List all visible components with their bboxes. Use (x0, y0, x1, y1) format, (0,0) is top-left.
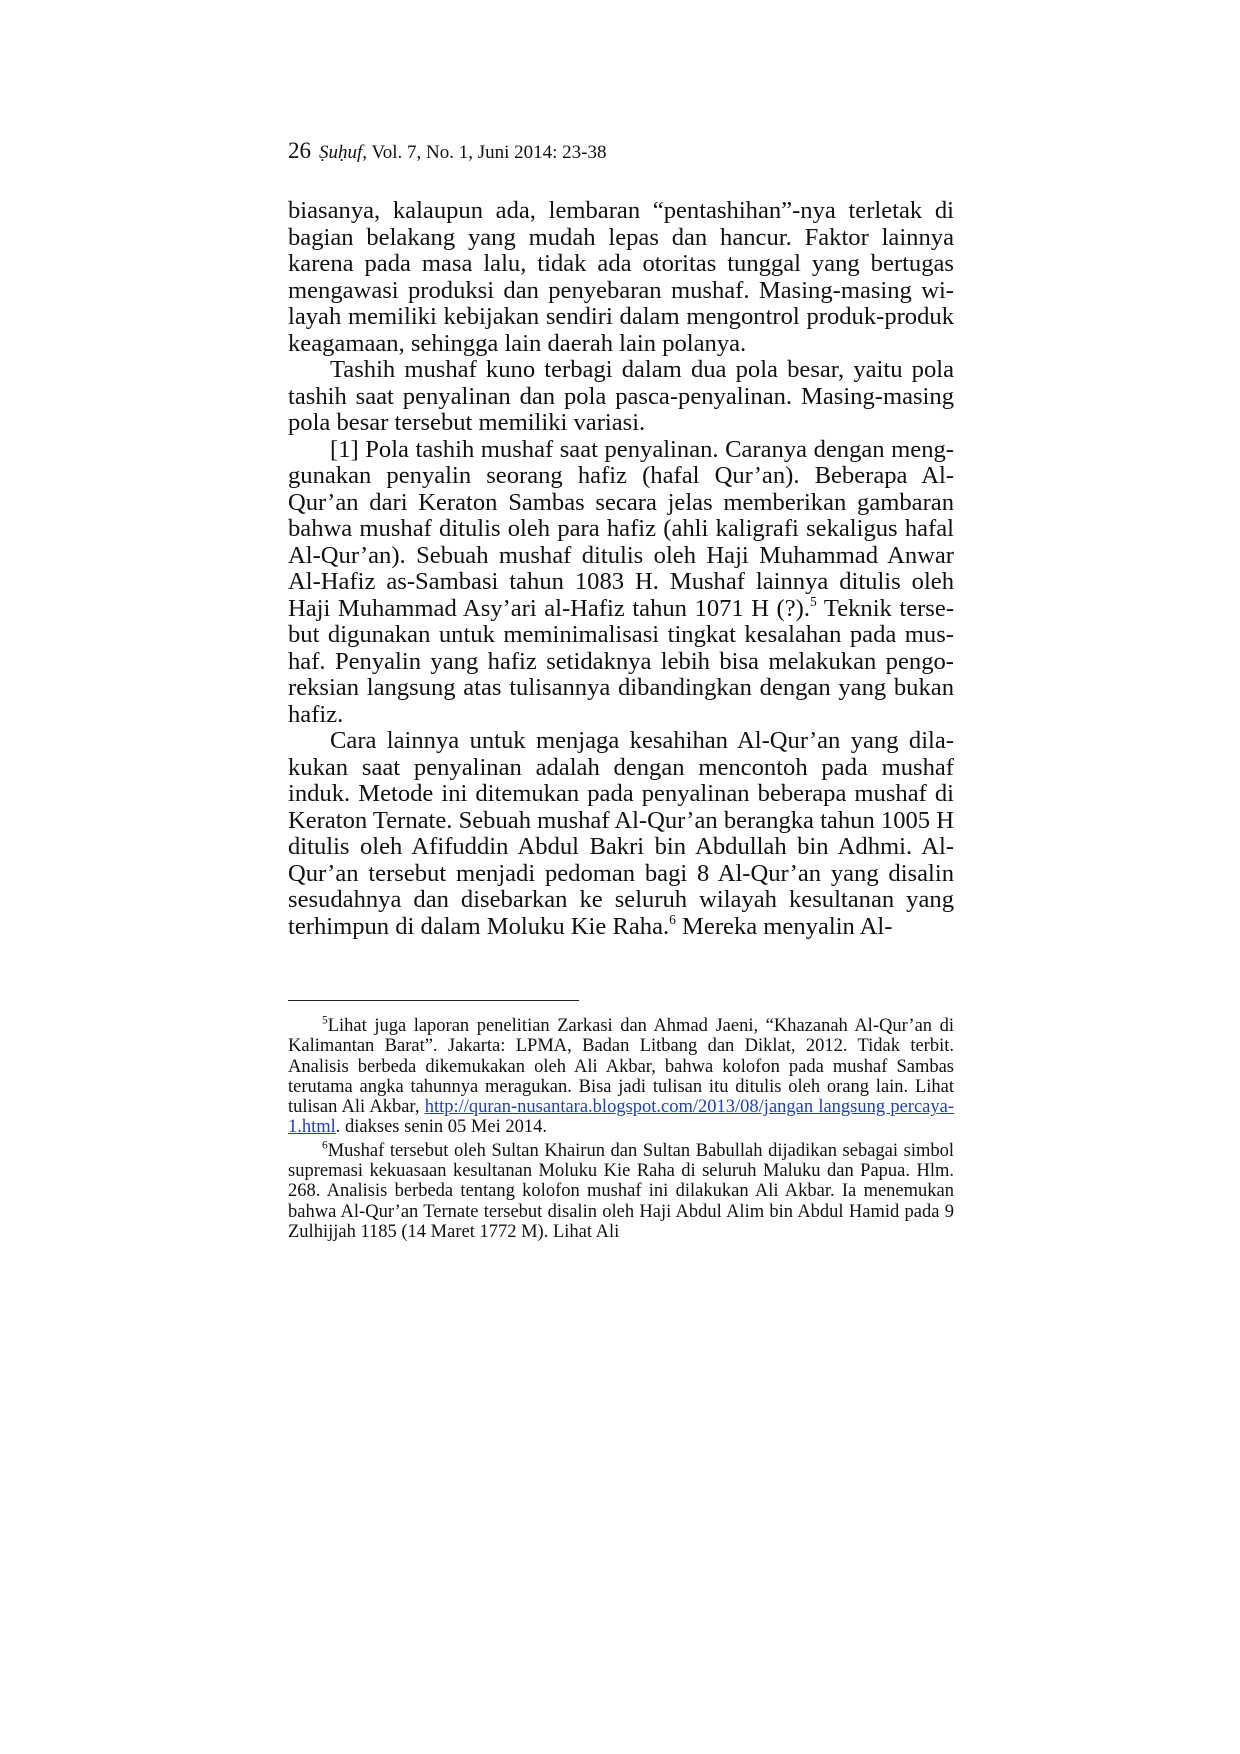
body-text (288, 198, 954, 940)
page-number: 26 (288, 138, 311, 163)
footnote-ref-5[interactable]: 5 (810, 593, 817, 609)
paragraph-4-text-b: Mereka menyalin Al- (675, 912, 893, 940)
footnote-5 (288, 1016, 954, 1138)
footnote-6-number: 6 (322, 1139, 328, 1152)
footnote-5-number: 5 (322, 1014, 328, 1027)
footnote-6 (288, 1141, 954, 1242)
paragraph-2: Tashih mushaf kuno terbagi dalam dua pola besar, yaitu pola tashih saat penyalinan dan pola pasca-penyalinan. Masing-masing pola besar tersebut memiliki variasi. (288, 356, 954, 436)
footnote-6-text: Mushaf tersebut oleh Sultan Khairun dan Sultan Babullah dijadikan sebagai simbol supremasi kekuasaan kesultanan Moluku Kie Raha di seluruh Maluku dan Papua. Hlm. 268. Analisis berbeda tentang kolofon mushaf ini dilakukan Ali Akbar. Ia menemukan bahwa Al-Qur’an Ternate tersebut disalin oleh Haji Abdul Alim bin Abdul Hamid pada 9 Zulhijjah 1185 (14 Maret 1772 M). Lihat Ali (288, 1140, 954, 1242)
paragraph-4-text-a: Cara lainnya untuk menjaga kesahihan Al-Qur’an yang dilakukan saat penyalinan adalah dengan mencontoh pada mushaf induk. Metode ini ditemukan pada penyalinan beberapa mushaf di Keraton Ternate. Sebuah mushaf Al-Qur’an berangka tahun 1005 H ditulis oleh Afifuddin Abdul Bakri bin Abdullah bin Adhmi. Al-Qur’an tersebut menjadi pedoman bagi 8 Al-Qur’an yang disalin sesudahnya dan disebarkan ke seluruh wilayah kesultanan yang terhimpun di dalam Moluku Kie Raha. (288, 727, 954, 940)
footnote-separator (288, 1000, 579, 1001)
footnote-5-text: Lihat juga laporan penelitian Zarkasi dan Ahmad Jaeni, “Khazanah Al-Qur’an di Kalimantan Barat”. Jakarta: LPMA, Badan Litbang dan Diklat, 2012. Tidak terbit. Analisis berbeda dikemukakan oleh Ali Akbar, bahwa kolofon pada mushaf Sambas terutama angka tahunnya meragukan. Bisa jadi tulisan itu ditulis oleh orang lain. Lihat tulisan Ali Akbar, (288, 1016, 954, 1118)
journal-title: Ṣuḥuf (319, 142, 363, 163)
footnote-ref-6[interactable]: 6 (669, 911, 676, 927)
footnote-5-link[interactable]: http://quran-nusantara.blogspot.com/2013/08/jangan langsung percaya-1.html (288, 1097, 955, 1138)
journal-citation: , Vol. 7, No. 1, Juni 2014: 23-38 (362, 142, 607, 163)
paragraph-3 (288, 437, 954, 729)
footnote-5-tail: . diakses senin 05 Mei 2014. (335, 1117, 547, 1138)
paragraph-3-text-a: [1] Pola tashih mushaf saat penyalinan. Caranya dengan menggunakan penyalin seorang hafiz (hafal Qur’an). Beberapa Al-Qur’an dari Keraton Sambas secara jelas memberikan gambaran bahwa mushaf ditulis oleh para hafiz (ahli kaligrafi sekaligus hafal Al-Qur’an). Sebuah mushaf ditulis oleh Haji Muhammad Anwar Al-Hafiz as-Sambasi tahun 1083 H. Mushaf lainnya ditulis oleh Haji Muhammad Asy’ari al-Hafiz tahun 1071 H (?). (288, 435, 954, 622)
paragraph-1: biasanya, kalaupun ada, lembaran “pentashihan”-nya terletak di bagian belakang yang mudah lepas dan hancur. Faktor lainnya karena pada masa lalu, tidak ada otoritas tunggal yang bertugas mengawasi produksi dan penyebaran mushaf. Masing-masing wilayah memiliki kebijakan sendiri dalam mengontrol produk-produk keagamaan, sehingga lain daerah lain polanya. (288, 197, 954, 357)
footnotes (288, 1016, 954, 1242)
paragraph-4 (288, 728, 954, 940)
paragraph-3-text-b: Teknik tersebut digunakan untuk meminimalisasi tingkat kesalahan pada mushaf. Penyalin yang hafiz setidaknya lebih bisa melakukan pengoreksian langsung atas tulisannya dibandingkan dengan yang bukan hafiz. (288, 594, 955, 728)
running-header (288, 138, 607, 166)
